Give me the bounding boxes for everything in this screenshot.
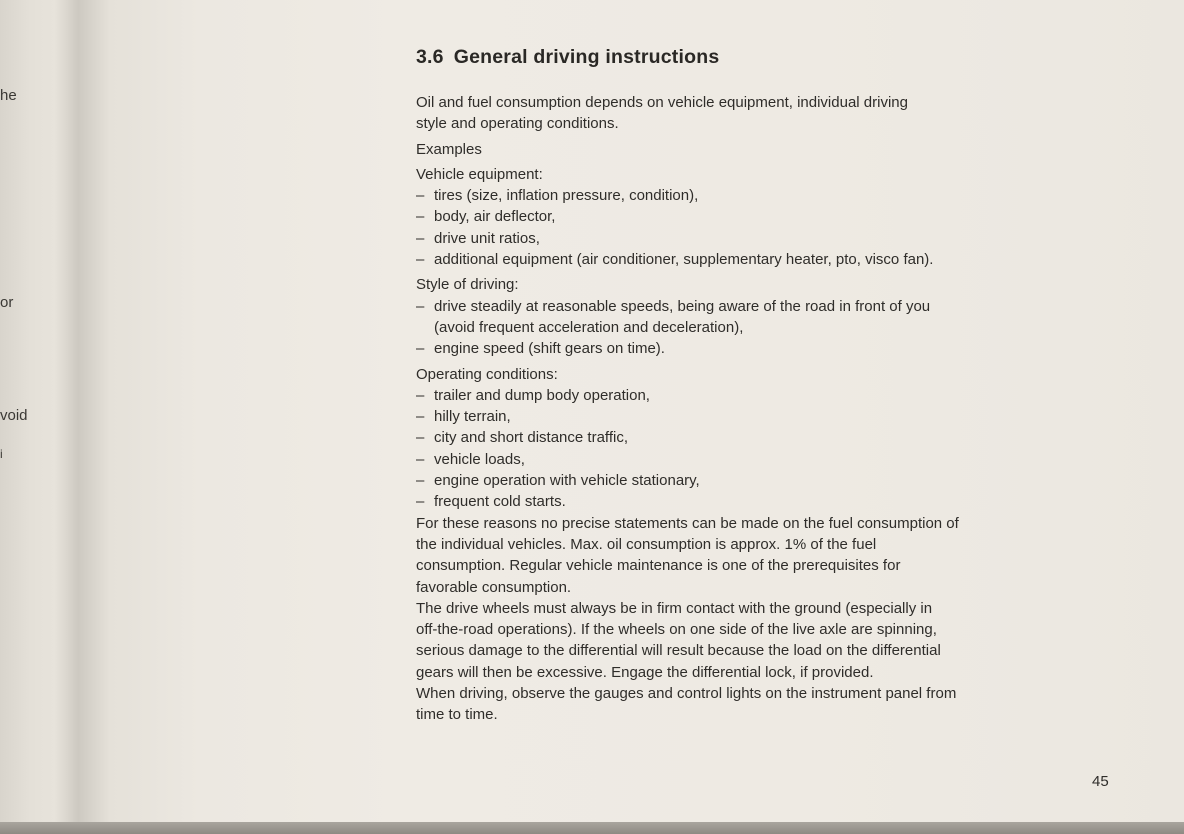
list-item-continuation: (avoid frequent acceleration and deceleration), — [434, 318, 744, 336]
closing-line: serious damage to the differential will result because the load on the differential — [416, 642, 941, 660]
style-of-driving-label: Style of driving: — [416, 276, 519, 294]
closing-line: When driving, observe the gauges and control lights on the instrument panel from — [416, 685, 957, 703]
closing-line: time to time. — [416, 706, 498, 724]
closing-line: off-the-road operations). If the wheels on one side of the live axle are spinning, — [416, 621, 937, 639]
list-item: – frequent cold starts. — [416, 491, 1116, 512]
closing-line: For these reasons no precise statements can be made on the fuel consumption of — [416, 514, 959, 532]
bottom-edge — [0, 822, 1184, 834]
list-item: – engine speed (shift gears on time). — [416, 338, 1116, 359]
left-page-fragment: i — [0, 447, 3, 461]
list-item: – engine operation with vehicle stationary, — [416, 470, 1116, 491]
closing-line: favorable consumption. — [416, 578, 572, 596]
list-item: – tires (size, inflation pressure, condition), — [416, 185, 1116, 206]
section-heading — [416, 44, 1116, 70]
examples-label: Examples — [416, 140, 482, 158]
vehicle-equipment-list — [416, 185, 1116, 270]
closing-line: the individual vehicles. Max. oil consumption is approx. 1% of the fuel — [416, 535, 877, 553]
intro-line: style and operating conditions. — [416, 115, 619, 133]
closing-line: The drive wheels must always be in firm contact with the ground (especially in — [416, 599, 933, 617]
list-item: – city and short distance traffic, — [416, 427, 1116, 448]
article — [416, 44, 1116, 726]
list-item — [416, 296, 1116, 339]
operating-conditions-label: Operating conditions: — [416, 365, 558, 383]
list-item: – vehicle loads, — [416, 449, 1116, 470]
style-of-driving-list — [416, 296, 1116, 360]
section-title: General driving instructions — [453, 46, 720, 68]
list-item: – additional equipment (air conditioner, supplementary heater, pto, visco fan). — [416, 249, 1116, 270]
section-number: 3.6 — [416, 46, 444, 68]
closing-line: gears will then be excessive. Engage the differential lock, if provided. — [416, 663, 874, 681]
operating-conditions-list — [416, 385, 1116, 513]
list-item-text: drive steadily at reasonable speeds, being aware of the road in front of you — [434, 297, 931, 315]
intro-paragraph — [416, 92, 1116, 135]
closing-line: consumption. Regular vehicle maintenance is one of the prerequisites for — [416, 557, 901, 575]
vehicle-equipment-label: Vehicle equipment: — [416, 165, 543, 183]
closing-text — [416, 513, 1116, 726]
list-item: – body, air deflector, — [416, 206, 1116, 227]
list-item: – hilly terrain, — [416, 406, 1116, 427]
left-page-fragment: he — [0, 87, 17, 104]
list-item: – drive unit ratios, — [416, 228, 1116, 249]
list-item: – trailer and dump body operation, — [416, 385, 1116, 406]
left-page-fragment: or — [0, 294, 14, 311]
left-page-fragment: void — [0, 407, 28, 424]
page-number: 45 — [1092, 773, 1109, 790]
intro-line: Oil and fuel consumption depends on vehicle equipment, individual driving — [416, 94, 908, 111]
